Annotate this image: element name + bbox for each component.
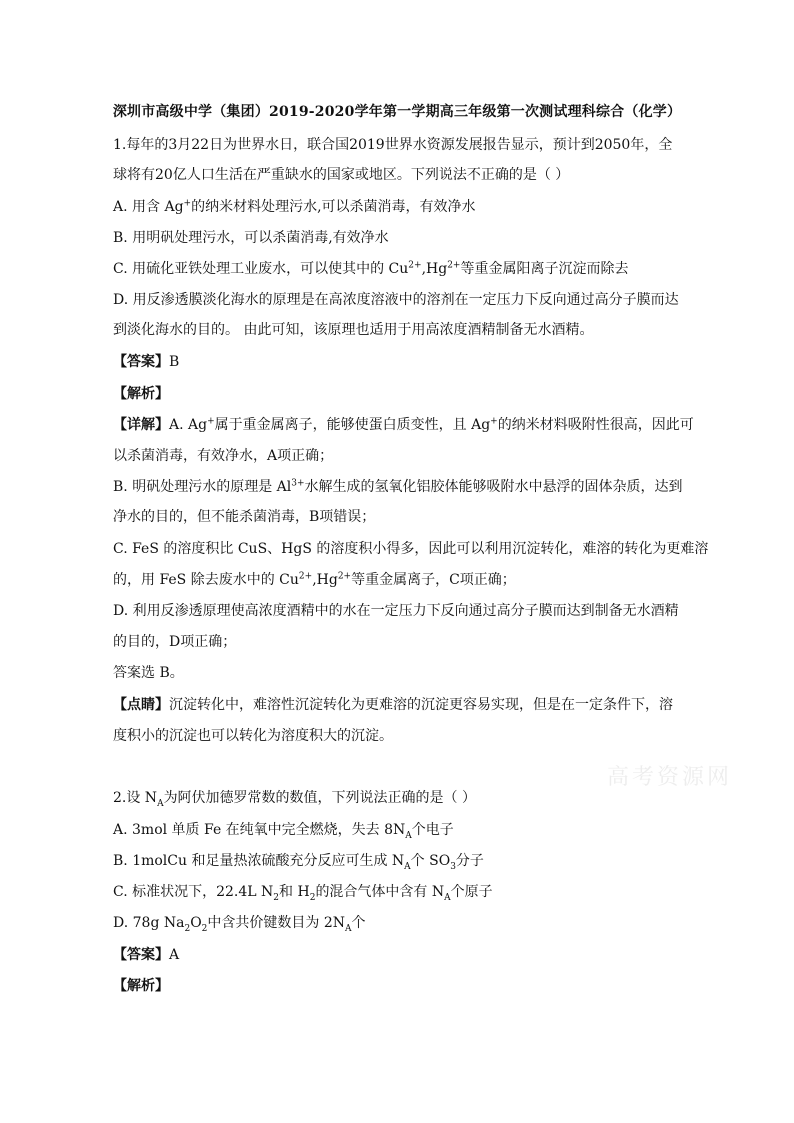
q1-point-line-2: 度积小的沉淀也可以转化为溶度积大的沉淀。	[113, 728, 393, 744]
q1-detail-a-line-2: 以杀菌消毒，有效净水，A项正确；	[113, 448, 334, 464]
watermark: 高考资源网	[607, 765, 733, 790]
q1-detail-d-line-2: 的目的，D项正确；	[113, 634, 237, 650]
q2-answer: 【答案】A	[113, 947, 180, 963]
q2-stem: 2.设 $N_A$为阿伏加德罗常数的数值，下列说法正确的是（ ）	[113, 790, 477, 809]
q1-detail-c-line-2: 的，用 FeS 除去废水中的 $Cu^{2+},Hg^{2+}$等重金属离子，C项正确；	[113, 571, 516, 588]
q2-option-a: A. 3mol 单质 Fe 在纯氧中完全燃烧，失去 $8N_A$个电子	[113, 822, 454, 841]
q1-point-line-1: 【点睛】沉淀转化中，难溶性沉淀转化为更难溶的沉淀更容易实现，但是在一定条件下，溶	[113, 697, 673, 713]
q2-option-c: C. 标准状况下，22.4L $N_2$和 $H_2$的混合气体中含有 $N_A$个原子	[113, 884, 493, 903]
q1-detail-b-line-2: 净水的目的，但不能杀菌消毒，B项错误；	[113, 509, 376, 525]
q1-option-b: B. 用明矾处理污水，可以杀菌消毒,有效净水	[113, 230, 389, 246]
q1-option-a: A. 用含 Ag+的纳米材料处理污水,可以杀菌消毒，有效净水	[113, 198, 476, 215]
q1-choose: 答案选 B。	[113, 665, 184, 681]
q1-stem-line-2: 球将有20亿人口生活在严重缺水的国家或地区。下列说法不正确的是（ ）	[113, 167, 570, 183]
q1-option-d-line-1: D. 用反渗透膜淡化海水的原理是在高浓度溶液中的溶剂在一定压力下反向通过高分子膜而达	[113, 292, 679, 308]
q1-detail-d-line-1: D. 利用反渗透原理使高浓度酒精中的水在一定压力下反向通过高分子膜而达到制备无水酒精	[113, 603, 679, 619]
q2-option-b: B. 1molCu 和足量热浓硫酸充分反应可生成 $N_A$个 $SO_3$分子	[113, 853, 484, 872]
page-title: 深圳市高级中学（集团）2019-2020学年第一学期高三年级第一次测试理科综合（化学）	[112, 104, 682, 120]
q1-stem-line-1: 1.每年的3月22日为世界水日，联合国2019世界水资源发展报告显示，预计到2050年，全	[113, 137, 673, 153]
q1-option-c: C. 用硫化亚铁处理工业废水，可以使其中的 $Cu^{2+},Hg^{2+}$等重金属阳离子沉淀而除去	[113, 260, 629, 277]
q2-option-d: D. 78g $Na_2O_2$中含共价键数目为 $2N_A$个	[113, 915, 366, 934]
q2-analysis-label: 【解析】	[113, 978, 169, 994]
q1-analysis-label: 【解析】	[113, 386, 169, 402]
q1-detail-c-line-1: C. FeS 的溶度积比 CuS、HgS 的溶度积小得多，因此可以利用沉淀转化，难溶的转化为更难溶	[113, 541, 709, 557]
q1-option-d-line-2: 到淡化海水的目的。 由此可知，该原理也适用于用高浓度酒精制备无水酒精。	[113, 322, 594, 338]
q1-detail-a-line-1: 【详解】A. Ag+属于重金属离子，能够使蛋白质变性，且 Ag+的纳米材料吸附性很高，因此可	[113, 416, 694, 433]
q1-detail-b-line-1: B. 明矾处理污水的原理是 $Al^{3+}$水解生成的氢氧化铝胶体能够吸附水中悬浮的固体杂质，达到	[113, 478, 683, 495]
q1-answer: 【答案】B	[113, 354, 180, 370]
